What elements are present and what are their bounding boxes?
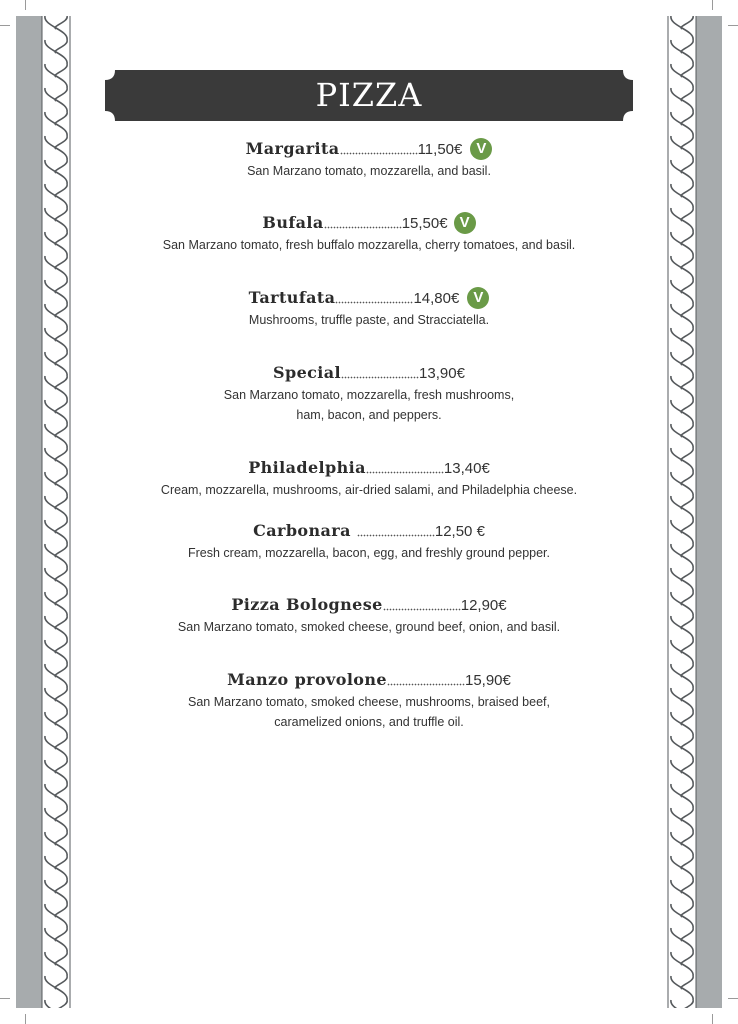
dot-leader xyxy=(335,286,413,310)
item-description-line2: caramelized onions, and truffle oil. xyxy=(274,715,464,729)
menu-item-tartufata xyxy=(100,286,638,330)
item-price: 11,50€ xyxy=(417,141,463,158)
item-price: 13,90€ xyxy=(419,365,465,382)
menu-item-margarita xyxy=(100,137,638,181)
vegetarian-badge-icon: V xyxy=(467,287,489,309)
item-description: San Marzano tomato, fresh buffalo mozzarella, cherry tomatoes, and basil. xyxy=(162,238,576,252)
menu-item-carbonara xyxy=(100,519,638,563)
item-heading xyxy=(100,286,638,310)
item-heading xyxy=(100,668,638,692)
dot-leader xyxy=(357,519,435,543)
vegetarian-badge-icon: V xyxy=(470,138,492,160)
item-heading xyxy=(100,593,638,617)
crop-mark xyxy=(712,0,713,10)
item-name: Margarita xyxy=(245,139,340,158)
vegetarian-badge-icon: V xyxy=(454,212,476,234)
item-price: 12,90€ xyxy=(460,597,507,614)
dot-leader xyxy=(340,137,418,161)
item-name: Tartufata xyxy=(248,288,336,307)
item-name: Pizza Bolognese xyxy=(231,595,383,614)
item-description: Cream, mozzarella, mushrooms, air-dried salami, and Philadelphia cheese. xyxy=(160,483,578,497)
item-name: Bufala xyxy=(262,213,324,232)
item-name: Philadelphia xyxy=(248,458,366,477)
section-title: PIZZA xyxy=(315,76,423,114)
section-banner xyxy=(105,70,633,121)
item-description: San Marzano tomato, mozzarella, and basil. xyxy=(247,164,491,178)
crop-mark xyxy=(712,1014,713,1024)
item-heading xyxy=(100,137,638,161)
crop-mark xyxy=(728,998,738,999)
dot-leader xyxy=(387,668,465,692)
item-name: Special xyxy=(273,363,342,382)
crop-mark xyxy=(25,0,26,10)
item-description: San Marzano tomato, mozzarella, fresh mushrooms, xyxy=(223,388,515,402)
dot-leader xyxy=(383,593,461,617)
left-rope-border xyxy=(16,16,72,1008)
item-name: Carbonara xyxy=(253,521,357,540)
crop-mark xyxy=(728,25,738,26)
item-price: 13,40€ xyxy=(443,460,490,477)
crop-mark xyxy=(0,998,10,999)
item-heading xyxy=(100,456,638,480)
dot-leader xyxy=(366,456,444,480)
item-heading xyxy=(100,519,638,543)
menu-item-bufala xyxy=(100,211,638,255)
item-price: 14,80€ xyxy=(413,290,460,307)
dot-leader xyxy=(341,361,419,385)
item-description: San Marzano tomato, smoked cheese, ground beef, onion, and basil. xyxy=(177,620,561,634)
crop-mark xyxy=(25,1014,26,1024)
item-price: 15,90€ xyxy=(464,672,511,689)
menu-item-manzo-provolone xyxy=(100,668,638,732)
menu-item-philadelphia xyxy=(100,456,638,500)
item-description: San Marzano tomato, smoked cheese, mushrooms, braised beef, xyxy=(188,695,550,709)
item-description: Mushrooms, truffle paste, and Stracciatella. xyxy=(248,313,490,327)
item-description-line2: ham, bacon, and peppers. xyxy=(296,408,442,422)
dot-leader xyxy=(324,211,402,235)
item-heading xyxy=(100,211,638,235)
crop-mark xyxy=(0,25,10,26)
item-price: 12,50 € xyxy=(434,523,485,540)
item-heading xyxy=(100,361,638,385)
item-price: 15,50€ xyxy=(401,215,448,232)
menu-item-pizza-bolognese xyxy=(100,593,638,637)
right-rope-border xyxy=(666,16,722,1008)
menu-item-special xyxy=(100,361,638,425)
item-description: Fresh cream, mozzarella, bacon, egg, and freshly ground pepper. xyxy=(187,546,550,560)
item-name: Manzo provolone xyxy=(227,670,387,689)
